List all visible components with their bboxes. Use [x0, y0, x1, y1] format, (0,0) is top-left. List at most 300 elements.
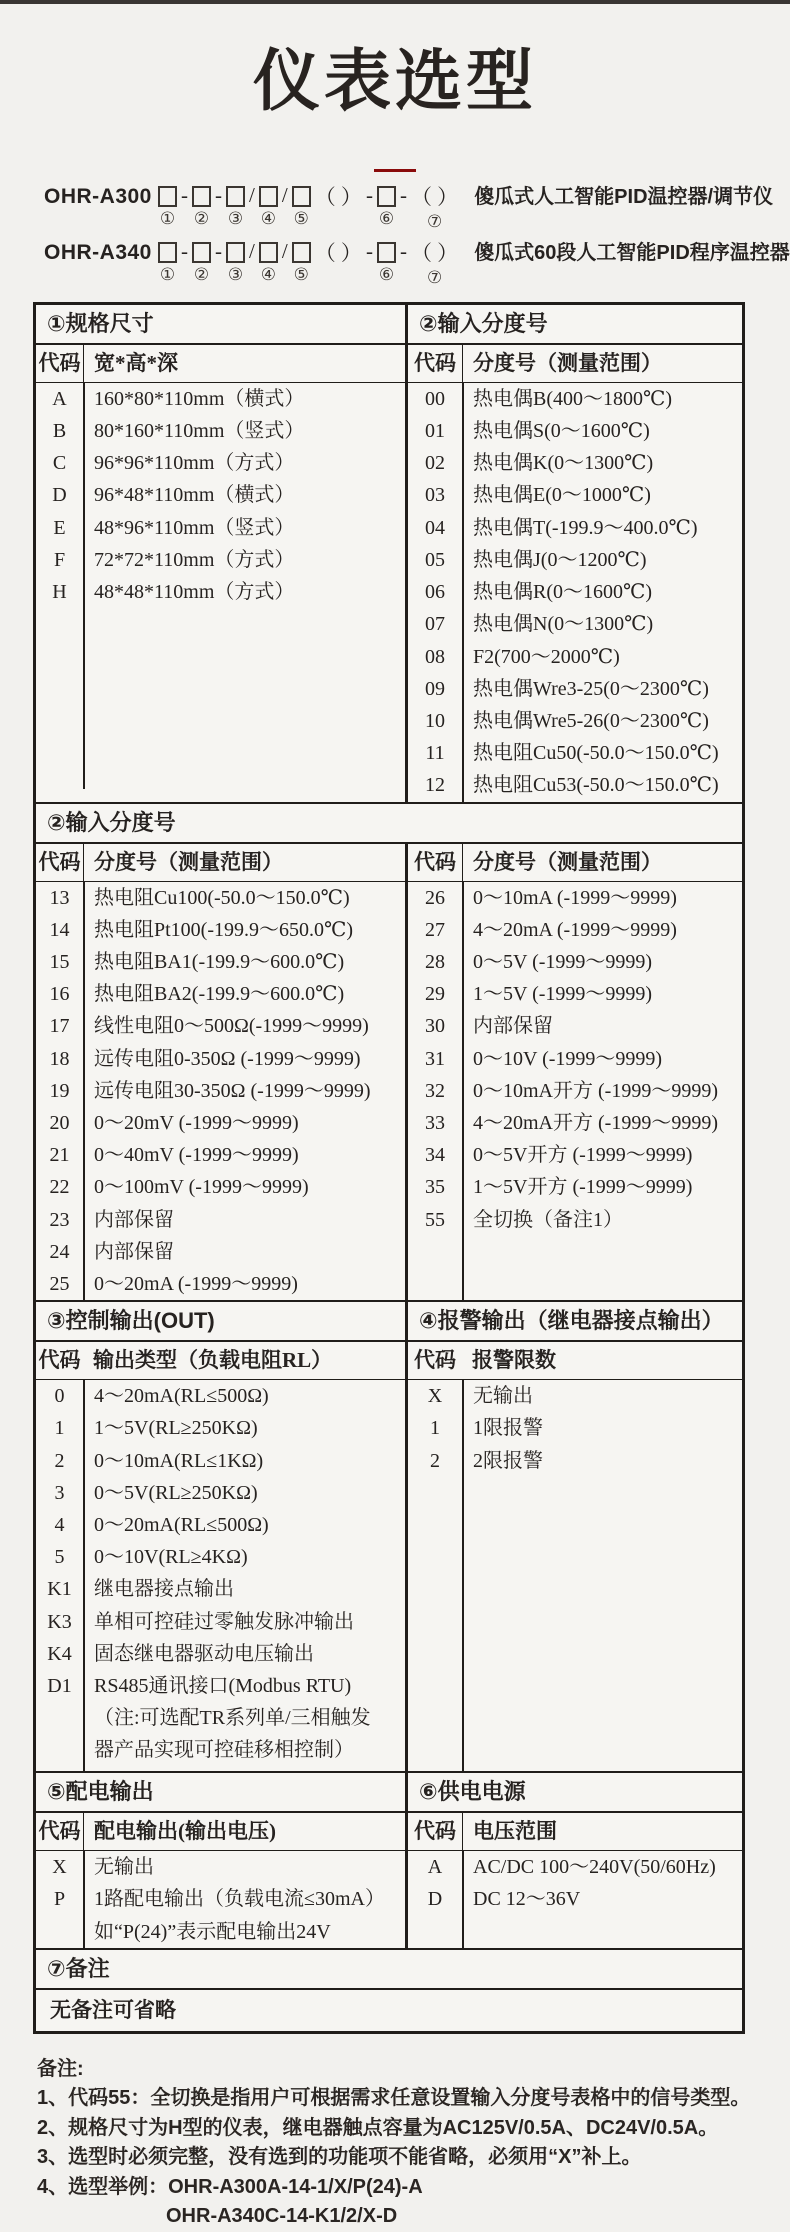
- code-separator: -: [365, 239, 373, 264]
- table-row: [36, 1851, 405, 1883]
- code-column-header: 代码: [414, 1348, 456, 1373]
- table-row: [408, 673, 742, 705]
- label-cell: 0～20mA(RL≤500Ω): [94, 1513, 269, 1536]
- code-cell: 15: [49, 950, 70, 973]
- value-column-header: 分度号（测量范围）: [94, 849, 283, 874]
- table-row: [36, 1236, 405, 1268]
- table-row: [36, 882, 405, 914]
- label-cell: 热电阻BA1(-199.9～600.0℃): [94, 950, 345, 973]
- value-column-header: 配电输出(输出电压): [94, 1819, 276, 1844]
- label-cell: 无输出: [473, 1385, 533, 1408]
- table-row: [36, 914, 405, 946]
- table-row: [36, 1043, 405, 1075]
- label-cell: 单相可控硅过零触发脉冲输出: [94, 1610, 354, 1633]
- footnote-item: 4、选型举例：OHR-A300A-14-1/X/P(24)-A: [37, 2175, 423, 2198]
- code-cell: 35: [425, 1176, 445, 1199]
- label-cell: 1路配电输出（负载电流≤30mA）: [94, 1888, 385, 1911]
- code-separator: /: [249, 183, 255, 208]
- code-cell: F: [53, 548, 66, 571]
- subtable-input-grad-13-25: [36, 844, 408, 1301]
- code-separator: -: [181, 239, 188, 264]
- label-cell: 0～100mV (-1999～9999): [94, 1176, 309, 1199]
- code-cell: 32: [425, 1079, 445, 1102]
- table-body: [408, 383, 742, 802]
- subtable-input-grad-26-55: [408, 844, 742, 1301]
- code-cell: P: [53, 1888, 66, 1911]
- code-cell: 1: [430, 1417, 440, 1440]
- code-column-header: 代码: [36, 345, 84, 382]
- label-cell: 热电偶B(400～1800℃): [473, 387, 673, 410]
- code-column-header: 代码: [36, 1813, 84, 1850]
- label-cell: 48*96*110mm（竖式）: [94, 516, 295, 539]
- table-body: [36, 1851, 405, 1948]
- subtable-control-output: [36, 1342, 408, 1771]
- position-number: ①: [159, 208, 176, 228]
- table-row: [408, 415, 742, 447]
- code-cell: 29: [425, 983, 445, 1006]
- code-cell: 02: [425, 452, 445, 475]
- code-cell: 08: [425, 645, 445, 668]
- footnote-item: 2、规格尺寸为H型的仪表，继电器触点容量为AC125V/0.5A、DC24V/0.5A。: [37, 2116, 719, 2139]
- code-cell: E: [53, 516, 66, 539]
- column-header-row: [408, 1813, 742, 1851]
- section-header-input-grad-2: ②输入分度号: [36, 804, 742, 844]
- code-cell: 31: [425, 1047, 445, 1070]
- code-separator: /: [249, 239, 255, 264]
- value-column-header: 分度号（测量范围）: [473, 350, 662, 375]
- code-cell: 18: [49, 1047, 70, 1070]
- label-cell: 热电偶N(0～1300℃): [473, 613, 654, 636]
- label-cell: 器产品实现可控硅移相控制）: [94, 1739, 354, 1762]
- table-row: [408, 1043, 742, 1075]
- label-cell: 热电阻Cu100(-50.0～150.0℃): [94, 886, 350, 909]
- top-bar: [0, 0, 790, 4]
- position-number: ③: [227, 264, 244, 284]
- position-number: ②: [193, 264, 210, 284]
- table-row: [36, 946, 405, 978]
- table-row: [408, 769, 742, 801]
- table-row: [408, 705, 742, 737]
- table-row: [36, 1734, 405, 1766]
- label-cell: 160*80*110mm（横式）: [94, 387, 305, 410]
- label-cell: 1～5V (-1999～9999): [473, 983, 653, 1006]
- code-cell: 2: [430, 1449, 440, 1472]
- table-row: [408, 882, 742, 914]
- title-accent-rule: [374, 169, 416, 172]
- code-cell: X: [427, 1385, 443, 1408]
- code-separator: /: [281, 239, 288, 264]
- code-cell: 3: [54, 1481, 65, 1504]
- column-divider: [83, 882, 85, 1301]
- section-header-alarm-output: ④报警输出（继电器接点输出）: [408, 1302, 742, 1342]
- code-cell: 26: [425, 886, 445, 909]
- position-number: ⑦: [426, 211, 443, 231]
- label-cell: DC 12～36V: [473, 1888, 581, 1911]
- column-header-row: [408, 844, 742, 882]
- remark-note: 无备注可省略: [50, 1998, 176, 2023]
- section-header-input-grad: ②输入分度号: [408, 305, 742, 345]
- code-cell: 09: [425, 677, 445, 700]
- block-control-and-alarm: [36, 1302, 742, 1773]
- code-separator: -: [399, 239, 407, 264]
- code-cell: X: [52, 1856, 67, 1879]
- table-row: [408, 914, 742, 946]
- label-cell: 热电阻Pt100(-199.9～650.0℃): [94, 918, 354, 941]
- subtable-alarm-output: [408, 1342, 742, 1771]
- table-row: [36, 447, 405, 479]
- label-cell: 热电阻Cu50(-50.0～150.0℃): [473, 742, 719, 765]
- code-separator: -: [215, 239, 222, 264]
- model-line-a340: [44, 238, 790, 290]
- label-cell: 热电阻Cu53(-50.0～150.0℃): [473, 774, 719, 797]
- code-cell: K3: [47, 1610, 72, 1633]
- block-size-and-input: [36, 305, 742, 804]
- section-header-spec-size: ①规格尺寸: [36, 305, 408, 345]
- page-title: 仪表选型: [253, 44, 537, 119]
- column-divider: [83, 1380, 85, 1771]
- code-cell: 14: [49, 918, 70, 941]
- block-input-grad-continued: [36, 804, 742, 1303]
- table-row: [36, 1916, 405, 1948]
- table-row: [36, 479, 405, 511]
- code-box: [158, 238, 177, 287]
- label-cell: 热电偶Wre5-26(0～2300℃): [473, 709, 709, 732]
- footnotes-list: [37, 2084, 790, 2232]
- code-separator: （ ） ⑦: [411, 182, 458, 234]
- code-cell: D1: [47, 1674, 72, 1697]
- position-number: ⑤: [293, 264, 309, 284]
- code-box: [292, 238, 311, 287]
- value-column-header: 电压范围: [473, 1819, 557, 1844]
- column-header-row: [36, 1813, 405, 1851]
- code-separator: /: [281, 183, 288, 208]
- column-divider: [83, 383, 85, 789]
- label-cell: 固态继电器驱动电压输出: [94, 1642, 314, 1665]
- table-row: [36, 1139, 405, 1171]
- table-row: [408, 641, 742, 673]
- code-column-header: 代码: [408, 1813, 463, 1850]
- code-cell: 22: [49, 1176, 70, 1199]
- code-box: [259, 238, 278, 287]
- code-separator: -: [399, 183, 407, 208]
- code-cell: 4: [54, 1513, 65, 1536]
- subtable-input-grad-1: [408, 345, 742, 802]
- table-body: [408, 882, 742, 1300]
- table-row: [408, 1139, 742, 1171]
- code-cell: 00: [425, 387, 445, 410]
- table-row: [408, 1171, 742, 1203]
- table-row: [36, 576, 405, 608]
- label-cell: 0～40mV (-1999～9999): [94, 1144, 299, 1167]
- code-box: [192, 182, 211, 231]
- code-cell: A: [427, 1856, 443, 1879]
- selection-table: [33, 302, 745, 2034]
- table-row: [408, 1445, 742, 1477]
- table-row: [36, 1412, 405, 1444]
- table-row: [36, 1107, 405, 1139]
- code-cell: K1: [47, 1578, 72, 1601]
- table-row: [36, 1204, 405, 1236]
- code-box: [259, 182, 278, 231]
- label-cell: 48*48*110mm（方式）: [94, 581, 295, 604]
- label-cell: 线性电阻0～500Ω(-1999～9999): [94, 1015, 369, 1038]
- label-cell: 热电偶S(0～1600℃): [473, 420, 650, 443]
- code-cell: 0: [54, 1385, 65, 1408]
- label-cell: 0～10mA开方 (-1999～9999): [473, 1079, 718, 1102]
- code-column-header: 代码: [408, 844, 463, 881]
- position-number: ⑤: [293, 208, 309, 228]
- table-row: [408, 383, 742, 415]
- label-cell: 内部保留: [473, 1015, 553, 1038]
- table-row: [408, 1883, 742, 1915]
- label-cell: 热电偶K(0～1300℃): [473, 452, 654, 475]
- table-row: [408, 946, 742, 978]
- position-number: ④: [260, 208, 276, 228]
- table-row: [408, 1412, 742, 1444]
- section-header-row: [36, 1773, 742, 1813]
- table-row: [408, 978, 742, 1010]
- table-body: [36, 882, 405, 1301]
- value-column-header: 报警限数: [472, 1348, 556, 1373]
- label-cell: 0～5V(RL≥250KΩ): [94, 1481, 258, 1504]
- section-header-power-supply: ⑥供电电源: [408, 1773, 742, 1813]
- subtable-spec-size: [36, 345, 408, 802]
- table-row: [36, 1606, 405, 1638]
- table-row: [36, 1075, 405, 1107]
- footnote-item: 3、选型时必须完整，没有选到的功能项不能省略，必须用“X”补上。: [37, 2146, 642, 2169]
- code-cell: 12: [425, 774, 445, 797]
- table-row: [36, 1477, 405, 1509]
- label-cell: 0～20mA (-1999～9999): [94, 1272, 298, 1295]
- label-cell: 2限报警: [473, 1449, 543, 1472]
- code-box: [292, 182, 311, 231]
- subtable-power-supply: [408, 1813, 742, 1948]
- code-box: [377, 182, 396, 231]
- label-cell: 96*48*110mm（横式）: [94, 484, 295, 507]
- code-box: [377, 238, 396, 287]
- code-cell: 19: [49, 1079, 70, 1102]
- label-cell: F2(700～2000℃): [473, 645, 620, 668]
- code-cell: [36, 1734, 83, 1766]
- label-cell: 热电偶Wre3-25(0～2300℃): [473, 677, 709, 700]
- code-cell: 20: [49, 1111, 70, 1134]
- label-cell: 热电偶R(0～1600℃): [473, 581, 653, 604]
- table-row: [36, 1509, 405, 1541]
- code-cell: C: [52, 452, 67, 475]
- code-cell: 33: [425, 1111, 445, 1134]
- table-row: [36, 1445, 405, 1477]
- label-cell: 无输出: [94, 1856, 154, 1879]
- column-divider: [462, 383, 464, 802]
- table-row: [408, 608, 742, 640]
- block-remark: [36, 1950, 742, 2031]
- label-cell: 继电器接点输出: [94, 1578, 234, 1601]
- code-cell: 16: [49, 983, 70, 1006]
- table-row: [36, 1541, 405, 1573]
- section-header-remark: ⑦备注: [36, 1950, 742, 1990]
- code-separator: （ ） ⑦: [411, 238, 458, 290]
- label-cell: AC/DC 100～240V(50/60Hz): [473, 1856, 716, 1879]
- code-separator: -: [215, 183, 222, 208]
- label-cell: 内部保留: [94, 1240, 174, 1263]
- column-header-row: [36, 1342, 405, 1380]
- table-row: [408, 1107, 742, 1139]
- label-cell: 0～5V (-1999～9999): [473, 950, 653, 973]
- table-row: [36, 1573, 405, 1605]
- table-row: [408, 1851, 742, 1883]
- table-row: [408, 737, 742, 769]
- code-cell: 23: [49, 1208, 70, 1231]
- table-row: [36, 1010, 405, 1042]
- column-divider: [462, 882, 464, 1300]
- label-cell: 1～5V开方 (-1999～9999): [473, 1176, 693, 1199]
- code-column-header: 代码: [408, 345, 463, 382]
- table-row: [36, 1171, 405, 1203]
- code-cell: K4: [47, 1642, 72, 1665]
- table-body: [36, 383, 405, 789]
- code-cell: A: [52, 387, 67, 410]
- position-number: ⑦: [426, 267, 443, 287]
- label-cell: 80*160*110mm（竖式）: [94, 420, 305, 443]
- table-row: [36, 1702, 405, 1734]
- code-cell: 34: [425, 1144, 445, 1167]
- code-cell: 5: [54, 1546, 65, 1569]
- code-separator: -: [181, 183, 188, 208]
- table-row: [36, 1638, 405, 1670]
- code-cell: 01: [425, 420, 445, 443]
- label-cell: RS485通讯接口(Modbus RTU): [94, 1674, 352, 1697]
- model-ordering-section: [44, 182, 790, 290]
- code-cell: D: [52, 484, 67, 507]
- column-header-row: [36, 844, 405, 882]
- label-cell: 0～10V(RL≥4KΩ): [94, 1546, 248, 1569]
- table-row: [408, 1075, 742, 1107]
- code-cell: 55: [425, 1208, 445, 1231]
- label-cell: 内部保留: [94, 1208, 174, 1231]
- label-cell: （注:可选配TR系列单/三相触发: [94, 1707, 371, 1730]
- label-cell: 0～10mA (-1999～9999): [473, 886, 677, 909]
- label-cell: 72*72*110mm（方式）: [94, 548, 295, 571]
- code-cell: 28: [425, 950, 445, 973]
- table-row: [36, 415, 405, 447]
- table-row: [36, 1883, 405, 1915]
- value-column-header: 宽*高*深: [94, 350, 178, 375]
- label-cell: 热电偶T(-199.9～400.0℃): [473, 516, 698, 539]
- label-cell: 热电阻BA2(-199.9～600.0℃): [94, 983, 345, 1006]
- code-separator: -: [365, 183, 373, 208]
- table-row: [408, 576, 742, 608]
- section-header-control-output: ③控制输出(OUT): [36, 1302, 408, 1342]
- label-cell: 全切换（备注1）: [473, 1208, 623, 1231]
- label-cell: 0～10mA(RL≤1KΩ): [94, 1449, 264, 1472]
- table-row: [408, 1380, 742, 1412]
- code-cell: [36, 1916, 83, 1948]
- label-cell: 1限报警: [473, 1417, 543, 1440]
- code-cell: B: [52, 420, 67, 443]
- code-cell: 21: [49, 1144, 70, 1167]
- position-number: ④: [260, 264, 276, 284]
- label-cell: 4～20mA (-1999～9999): [473, 918, 677, 941]
- model-line-a300: [44, 182, 790, 234]
- table-row: [36, 544, 405, 576]
- footnote-item: OHR-A340C-14-K1/2/X-D: [166, 2205, 398, 2228]
- table-body: [408, 1851, 742, 1948]
- section-header-row: [36, 1302, 742, 1342]
- code-cell: 25: [49, 1272, 70, 1295]
- code-cell: 10: [425, 709, 445, 732]
- code-cell: 27: [425, 918, 445, 941]
- table-body: [36, 1380, 405, 1771]
- table-row: [408, 447, 742, 479]
- label-cell: 如“P(24)”表示配电输出24V: [94, 1920, 331, 1943]
- code-cell: 04: [425, 516, 445, 539]
- label-cell: 远传电阻30-350Ω (-1999～9999): [94, 1079, 371, 1102]
- code-cell: H: [52, 581, 67, 604]
- code-cell: 07: [425, 613, 445, 636]
- table-row: [408, 512, 742, 544]
- label-cell: 热电偶J(0～1200℃): [473, 548, 647, 571]
- code-box: [226, 238, 245, 287]
- position-number: ①: [159, 264, 176, 284]
- label-cell: 0～5V开方 (-1999～9999): [473, 1144, 693, 1167]
- column-header-row: [408, 345, 742, 383]
- ordering-code-boxes: [156, 238, 460, 290]
- table-row: [36, 1670, 405, 1702]
- code-cell: 1: [54, 1417, 65, 1440]
- column-divider: [462, 1380, 464, 1771]
- code-separator: （ ）: [314, 184, 362, 209]
- label-cell: 4～20mA开方 (-1999～9999): [473, 1111, 718, 1134]
- footnotes: [37, 2054, 790, 2232]
- position-number: ⑥: [378, 208, 395, 228]
- subtable-distribution-output: [36, 1813, 408, 1948]
- code-cell: 03: [425, 484, 445, 507]
- code-cell: 11: [425, 742, 445, 765]
- label-cell: 4～20mA(RL≤500Ω): [94, 1385, 269, 1408]
- block-dist-and-power: [36, 1773, 742, 1950]
- table-row: [408, 1010, 742, 1042]
- code-cell: 30: [425, 1015, 445, 1038]
- code-cell: 06: [425, 581, 445, 604]
- label-cell: 热电偶E(0～1000℃): [473, 484, 651, 507]
- code-cell: D: [427, 1888, 443, 1911]
- label-cell: 1～5V(RL≥250KΩ): [94, 1417, 258, 1440]
- model-description: 傻瓜式人工智能PID温控器/调节仪: [474, 185, 774, 208]
- table-row: [36, 1268, 405, 1300]
- label-cell: 96*96*110mm（方式）: [94, 452, 295, 475]
- code-cell: 2: [54, 1449, 65, 1472]
- section-header-distribution-output: ⑤配电输出: [36, 1773, 408, 1813]
- column-header-row: [408, 1342, 742, 1380]
- position-number: ③: [227, 208, 244, 228]
- section-header-row: [36, 305, 742, 345]
- code-cell: [36, 1702, 83, 1734]
- value-column-header: 输出类型（负载电阻RL）: [93, 1348, 333, 1373]
- position-number: ⑥: [378, 264, 395, 284]
- column-divider: [462, 1851, 464, 1948]
- label-cell: 0～10V (-1999～9999): [473, 1047, 663, 1070]
- code-box: [226, 182, 245, 231]
- code-cell: 24: [49, 1240, 70, 1263]
- code-cell: 13: [49, 886, 70, 909]
- code-cell: 17: [49, 1015, 70, 1038]
- column-header-row: [36, 345, 405, 383]
- model-name: OHR-A340: [44, 240, 152, 264]
- label-cell: 远传电阻0-350Ω (-1999～9999): [94, 1047, 361, 1070]
- table-body: [408, 1380, 742, 1771]
- table-row: [36, 978, 405, 1010]
- model-name: OHR-A300: [44, 184, 152, 208]
